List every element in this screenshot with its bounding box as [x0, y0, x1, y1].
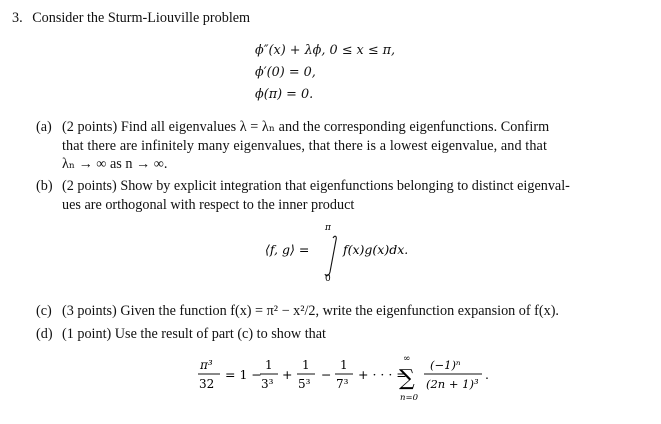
inner-product-integrand: f(x)g(x)dx.	[343, 242, 409, 257]
equation-bc-left: ϕ′(0) = 0,	[255, 65, 316, 80]
series-tail: + · · · =	[358, 367, 407, 382]
integral-sign	[325, 236, 336, 275]
series-minus: −	[321, 367, 332, 382]
part-a-text	[62, 118, 632, 174]
problem-intro: Consider the Sturm-Liouville problem	[32, 10, 251, 26]
part-c-text: (3 points) Given the function f(x) = π² − x²/2, write the eigenfunction expansion of f(x).	[62, 303, 559, 319]
part-c-label: (c)	[36, 303, 52, 319]
term2-numerator: 1	[302, 358, 310, 372]
series-identity	[190, 352, 500, 412]
term3-numerator: 1	[340, 358, 348, 372]
sum-denominator: (2n + 1)³	[426, 377, 479, 391]
equation-ode: ϕ″(x) + λϕ, 0 ≤ x ≤ π,	[255, 43, 396, 58]
series-end-period: .	[485, 367, 489, 382]
inner-product-formula	[255, 218, 445, 284]
sum-numerator: (−1)ⁿ	[430, 358, 461, 372]
term3-denominator: 7³	[336, 377, 349, 391]
term1-denominator: 3³	[261, 377, 274, 391]
part-a-line: λₙ → ∞ as n → ∞.	[62, 156, 168, 172]
integral-lower-limit: 0	[325, 274, 331, 284]
term2-denominator: 5³	[298, 377, 311, 391]
part-a-line: (2 points) Find all eigenvalues λ = λₙ and the corresponding eigenfunctions. Confirm	[62, 119, 550, 135]
sum-symbol: ∑	[399, 366, 415, 391]
part-b-line: ues are orthogonal with respect to the inner product	[62, 196, 355, 213]
term1-numerator: 1	[265, 358, 273, 372]
part-b-line: (2 points) Show by explicit integration that eigenfunctions belonging to distinct eigenval-	[62, 178, 570, 194]
part-d-text: (1 point) Use the result of part (c) to show that	[62, 326, 326, 342]
lhs-numerator: π³	[200, 358, 213, 372]
part-a-line: that there are infinitely many eigenvalues, that there is a lowest eigenvalue, and that	[62, 137, 547, 154]
part-a-label: (a)	[36, 119, 52, 135]
series-eq-one-minus: = 1 −	[225, 367, 262, 382]
problem-number: 3.	[12, 10, 23, 26]
series-plus: +	[282, 367, 293, 382]
integral-upper-limit: π	[325, 223, 331, 233]
equation-bc-right: ϕ(π) = 0.	[255, 87, 314, 102]
lhs-denominator: 32	[199, 377, 215, 391]
sum-lower-limit: n=0	[400, 393, 419, 403]
part-d-label: (d)	[36, 326, 53, 342]
part-b-label: (b)	[36, 178, 53, 194]
inner-product-lhs: ⟨f, g⟩ =	[265, 242, 310, 257]
sum-upper-limit: ∞	[403, 354, 411, 364]
part-b-text	[62, 177, 632, 214]
problem-heading	[12, 10, 250, 27]
